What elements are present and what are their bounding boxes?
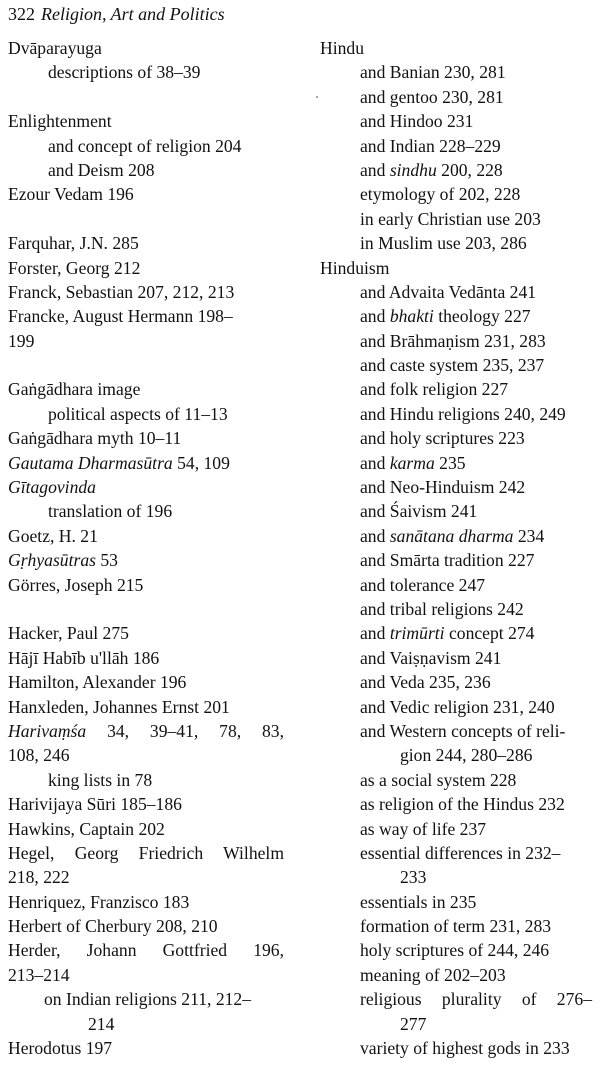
- index-subentry: [320, 938, 592, 962]
- index-text: [8, 841, 284, 865]
- index-term: and folk religion 227: [360, 379, 509, 400]
- index-subentry: [320, 695, 592, 719]
- index-subentry: [320, 1012, 592, 1036]
- index-subentry: [320, 329, 592, 353]
- index-gap: [8, 597, 284, 621]
- index-text: [320, 38, 364, 58]
- index-column-right: [320, 36, 592, 1060]
- index-subentry: [320, 646, 592, 670]
- index-term: king lists in 78: [48, 769, 153, 790]
- index-subentry: [320, 1036, 592, 1060]
- index-term: Hegel, Georg Friedrich Wilhelm: [8, 842, 284, 863]
- index-entry: [8, 670, 284, 694]
- index-term: and Brāhmaṇism 231, 283: [360, 330, 546, 351]
- index-term: Forster, Georg 212: [8, 257, 141, 278]
- index-subentry: [320, 792, 592, 816]
- index-entry: [8, 817, 284, 841]
- index-entry: [8, 695, 284, 719]
- index-page-refs: 234: [513, 525, 545, 546]
- index-text: [360, 843, 560, 863]
- index-entry: [8, 109, 284, 133]
- index-term: and Vaiṣṇavism 241: [360, 647, 502, 668]
- index-text: [360, 209, 541, 229]
- index-entry: [8, 938, 284, 962]
- index-page-refs: 53: [95, 550, 118, 571]
- index-term: and concept of religion 204: [48, 135, 242, 156]
- index-text: [360, 770, 516, 790]
- index-subentry: [320, 719, 592, 743]
- index-text: [8, 453, 230, 473]
- index-term: and Banian 230, 281: [360, 62, 506, 83]
- index-term: Dvāparayuga: [8, 38, 102, 58]
- index-text: [8, 648, 159, 668]
- index-text: [8, 575, 143, 595]
- index-text: [360, 648, 501, 668]
- index-entry: [8, 548, 284, 572]
- index-gap: [8, 353, 284, 377]
- index-subentry: [8, 158, 284, 182]
- index-text: [320, 258, 389, 278]
- index-text: [8, 1038, 112, 1058]
- index-text: [360, 306, 531, 326]
- index-text: [400, 867, 426, 887]
- index-subentry: [320, 158, 592, 182]
- index-term: essential differences in 232–: [360, 842, 561, 863]
- index-term: and Western concepts of reli-: [360, 720, 566, 741]
- index-text: [8, 477, 96, 497]
- index-subentry: [8, 60, 284, 84]
- index-term: Herder, Johann Gottfried 196,: [8, 940, 284, 961]
- index-subentry: [320, 451, 592, 475]
- index-term: and caste system 235, 237: [360, 355, 545, 376]
- index-text: [8, 526, 98, 546]
- index-page-refs: 235: [434, 452, 466, 473]
- index-entry: [8, 329, 284, 353]
- index-term: religious plurality of 276–: [360, 989, 592, 1010]
- index-text: [360, 111, 473, 131]
- index-text: [360, 404, 566, 424]
- index-subentry: [320, 280, 592, 304]
- index-entry: [320, 36, 592, 60]
- index-term: and Deism 208: [48, 159, 155, 180]
- index-term: Hanxleden, Johannes Ernst 201: [8, 696, 230, 717]
- index-entry: [8, 304, 284, 328]
- index-subentry: [320, 109, 592, 133]
- index-subentry: [320, 426, 592, 450]
- index-text: [8, 892, 189, 912]
- index-term: Enlightenment: [8, 111, 112, 132]
- index-term: and Hindu religions 240, 249: [360, 403, 566, 424]
- index-text: [8, 331, 34, 351]
- index-entry: [8, 377, 284, 401]
- index-subentry: [320, 402, 592, 426]
- index-title-italic: trimūrti: [389, 623, 445, 644]
- index-text: [48, 770, 152, 790]
- index-entry: [8, 231, 284, 255]
- book-title: Religion, Art and Politics: [41, 4, 225, 24]
- index-text: [8, 258, 140, 278]
- index-text: [360, 477, 525, 497]
- index-entry: [8, 280, 284, 304]
- index-title-italic: Harivaṃśa: [8, 720, 87, 741]
- index-text: [8, 550, 118, 570]
- index-page-refs: concept 274: [444, 623, 535, 644]
- index-term: Hinduism: [320, 257, 390, 278]
- index-term: Franck, Sebastian 207, 212, 213: [8, 281, 235, 302]
- index-text: [360, 453, 466, 473]
- index-entry: [8, 475, 284, 499]
- index-text: [8, 719, 284, 743]
- index-entry: [8, 451, 284, 475]
- index-text: [360, 282, 536, 302]
- index-text: [360, 623, 534, 643]
- index-text: [8, 697, 230, 717]
- index-text: [8, 965, 70, 985]
- index-text: [360, 672, 491, 692]
- index-text: [8, 819, 165, 839]
- index-subentry: [8, 768, 284, 792]
- index-term: variety of highest gods in 233: [360, 1038, 570, 1059]
- index-text: [8, 379, 140, 399]
- index-term: as way of life 237: [360, 818, 487, 839]
- index-term: Hindu: [320, 38, 364, 58]
- index-subentry: [8, 987, 284, 1011]
- index-text: [360, 428, 525, 448]
- index-text: [360, 331, 546, 351]
- index-text: [48, 136, 241, 156]
- index-title-italic: sanātana dharma: [389, 525, 514, 546]
- index-term: and Hindoo 231: [360, 111, 474, 132]
- index-subentry: [320, 134, 592, 158]
- index-term: essentials in 235: [360, 891, 477, 912]
- index-term: and Smārta tradition 227: [360, 550, 535, 571]
- index-page-refs: 34, 39–41, 78, 83,: [86, 720, 284, 741]
- index-text: [360, 1038, 570, 1058]
- index-text: [360, 987, 592, 1011]
- index-text: [8, 111, 112, 131]
- index-text: [360, 62, 506, 82]
- index-text: [8, 306, 233, 326]
- index-entry: [8, 524, 284, 548]
- index-term: as a social system 228: [360, 769, 517, 790]
- index-entry: [8, 743, 284, 767]
- index-term: and Advaita Vedānta 241: [360, 281, 537, 302]
- index-term: Goetz, H. 21: [8, 525, 98, 546]
- index-term: in early Christian use 203: [360, 208, 541, 229]
- index-text-prefix: and: [360, 623, 390, 644]
- index-text: [360, 379, 508, 399]
- index-term: translation of 196: [48, 501, 173, 522]
- index-term: and tolerance 247: [360, 574, 486, 595]
- index-text: [360, 575, 485, 595]
- index-subentry: [320, 963, 592, 987]
- index-subentry: [320, 182, 592, 206]
- index-text: [8, 233, 139, 253]
- index-page-refs: 200, 228: [436, 159, 503, 180]
- index-subentry: [320, 987, 592, 1011]
- index-text: [400, 1014, 426, 1034]
- index-subentry: [320, 768, 592, 792]
- index-term: and tribal religions 242: [360, 598, 524, 619]
- index-entry: [8, 890, 284, 914]
- index-term: etymology of 202, 228: [360, 184, 521, 205]
- index-entry: [8, 36, 284, 60]
- index-text: [88, 1014, 114, 1034]
- index-text-prefix: and: [360, 525, 390, 546]
- index-term: and holy scriptures 223: [360, 428, 525, 449]
- index-term: Hājī Habīb u'llāh 186: [8, 647, 160, 668]
- index-entry: [8, 792, 284, 816]
- index-subentry: [320, 85, 592, 109]
- index-text: [8, 938, 284, 962]
- index-term: 199: [8, 330, 35, 351]
- running-header: [8, 2, 225, 26]
- index-subentry: [320, 60, 592, 84]
- index-term: and Neo-Hinduism 242: [360, 477, 526, 498]
- index-subentry: [320, 621, 592, 645]
- index-term: Henriquez, Franzisco 183: [8, 891, 190, 912]
- index-text: [360, 965, 506, 985]
- index-subentry: [320, 817, 592, 841]
- index-subentry: [320, 524, 592, 548]
- stray-mark: [316, 96, 318, 98]
- index-term: Ezour Vedam 196: [8, 184, 134, 205]
- index-text: [48, 501, 172, 521]
- index-subentry: [320, 573, 592, 597]
- index-term: descriptions of 38–39: [48, 62, 201, 83]
- index-column-left: [8, 36, 284, 1060]
- index-text: [360, 136, 501, 156]
- index-entry: [8, 963, 284, 987]
- index-text: [8, 184, 134, 204]
- index-text: [360, 550, 534, 570]
- index-term: 233: [400, 867, 427, 888]
- index-term: and Vedic religion 231, 240: [360, 696, 555, 717]
- index-term: meaning of 202–203: [360, 964, 506, 985]
- index-entry: [8, 573, 284, 597]
- index-text: [8, 38, 102, 58]
- index-subentry: [320, 548, 592, 572]
- index-term: Harivijaya Sūri 185–186: [8, 794, 182, 815]
- index-page-refs: theology 227: [433, 306, 531, 327]
- index-subentry: [320, 841, 592, 865]
- index-text: [360, 526, 544, 546]
- index-text: [8, 794, 182, 814]
- index-entry: [8, 256, 284, 280]
- index-text: [48, 62, 200, 82]
- index-text: [360, 233, 527, 253]
- index-subentry: [8, 402, 284, 426]
- index-entry: [320, 256, 592, 280]
- index-text: [48, 160, 155, 180]
- index-subentry: [320, 377, 592, 401]
- index-entry: [8, 914, 284, 938]
- index-entry: [8, 182, 284, 206]
- index-subentry: [320, 353, 592, 377]
- index-text: [360, 892, 476, 912]
- index-gap: [8, 207, 284, 231]
- index-subentry: [320, 207, 592, 231]
- index-term: in Muslim use 203, 286: [360, 233, 527, 254]
- index-text: [360, 721, 565, 741]
- index-text: [8, 672, 186, 692]
- index-term: holy scriptures of 244, 246: [360, 940, 550, 961]
- index-text-prefix: and: [360, 452, 390, 473]
- index-term: 108, 246: [8, 745, 70, 766]
- index-term: Herbert of Cherbury 208, 210: [8, 916, 218, 937]
- index-text: [44, 989, 251, 1009]
- index-text: [360, 819, 486, 839]
- index-title-italic: Gautama Dharmasūtra: [8, 452, 173, 473]
- index-term: and Indian 228–229: [360, 135, 501, 156]
- index-entry: [8, 865, 284, 889]
- index-subentry: [320, 865, 592, 889]
- index-text: [360, 697, 555, 717]
- index-term: Farquhar, J.N. 285: [8, 233, 139, 254]
- index-term: political aspects of 11–13: [48, 403, 228, 424]
- index-text: [8, 428, 181, 448]
- index-page-refs: 54, 109: [172, 452, 230, 473]
- index-title-italic: bhakti: [389, 306, 434, 327]
- index-text: [8, 867, 70, 887]
- index-term: 213–214: [8, 964, 70, 985]
- index-term: and gentoo 230, 281: [360, 86, 504, 107]
- index-subentry: [8, 499, 284, 523]
- index-title-italic: Gītagovinda: [8, 477, 96, 498]
- index-entry: [8, 1036, 284, 1060]
- index-term: 214: [88, 1013, 115, 1034]
- index-subentry: [320, 475, 592, 499]
- index-text: [48, 404, 228, 424]
- index-text: [360, 599, 524, 619]
- index-text: [360, 184, 520, 204]
- index-term: Görres, Joseph 215: [8, 574, 144, 595]
- index-title-italic: karma: [389, 452, 435, 473]
- index-term: Hacker, Paul 275: [8, 623, 129, 644]
- index-text: [400, 745, 532, 765]
- index-text: [8, 745, 70, 765]
- index-entry: [8, 426, 284, 450]
- index-term: Gaṅgādhara image: [8, 379, 141, 400]
- index-title-italic: sindhu: [389, 159, 437, 180]
- index-title-italic: Gṛhyasūtras: [8, 550, 96, 571]
- index-term: 218, 222: [8, 867, 70, 888]
- index-text-prefix: and: [360, 159, 390, 180]
- index-subentry: [320, 304, 592, 328]
- index-term: Hawkins, Captain 202: [8, 818, 165, 839]
- index-term: Herodotus 197: [8, 1038, 113, 1059]
- index-subentry: [320, 499, 592, 523]
- index-text: [8, 623, 129, 643]
- index-subentry: [320, 743, 592, 767]
- index-entry: [8, 841, 284, 865]
- index-subentry: [320, 670, 592, 694]
- index-text: [8, 916, 218, 936]
- index-text: [360, 501, 477, 521]
- index-subentry: [320, 597, 592, 621]
- index-term: 277: [400, 1013, 427, 1034]
- index-term: Francke, August Hermann 198–: [8, 306, 233, 327]
- index-term: formation of term 231, 283: [360, 916, 552, 937]
- index-term: and Veda 235, 236: [360, 672, 491, 693]
- index-entry: [8, 621, 284, 645]
- index-text: [360, 940, 549, 960]
- index-text: [360, 916, 551, 936]
- index-text: [360, 87, 504, 107]
- index-term: Hamilton, Alexander 196: [8, 672, 187, 693]
- index-entry: [8, 646, 284, 670]
- index-subentry: [320, 231, 592, 255]
- index-text: [360, 160, 503, 180]
- index-text: [8, 282, 234, 302]
- index-term: gion 244, 280–286: [400, 745, 533, 766]
- page-number: 322: [8, 4, 35, 24]
- index-term: and Śaivism 241: [360, 501, 478, 522]
- index-gap: [8, 85, 284, 109]
- index-term: on Indian religions 211, 212–: [44, 989, 252, 1010]
- index-text: [360, 355, 544, 375]
- index-entry: [8, 719, 284, 743]
- index-term: as religion of the Hindus 232: [360, 794, 565, 815]
- index-term: Gaṅgādhara myth 10–11: [8, 428, 182, 449]
- index-text-prefix: and: [360, 306, 390, 327]
- index-text: [360, 794, 565, 814]
- index-subentry: [320, 914, 592, 938]
- index-subentry: [8, 1012, 284, 1036]
- index-subentry: [8, 134, 284, 158]
- index-subentry: [320, 890, 592, 914]
